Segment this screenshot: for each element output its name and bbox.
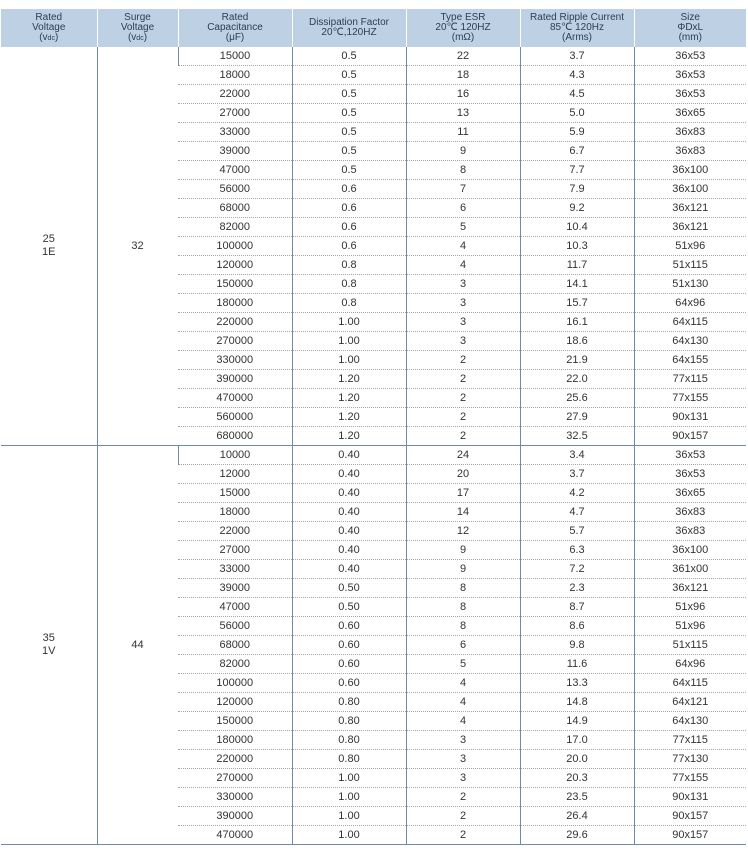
size-cell: 36x53 [634,66,746,85]
size-cell: 361x00 [634,560,746,579]
ripple-current-cell: 13.3 [520,674,634,693]
ripple-current-cell: 14.9 [520,712,634,731]
size-cell: 51x130 [634,275,746,294]
capacitance-cell: 470000 [178,826,292,845]
dissipation-factor-cell: 0.50 [292,579,406,598]
size-cell: 36x100 [634,541,746,560]
capacitance-cell: 18000 [178,66,292,85]
capacitance-cell: 100000 [178,674,292,693]
size-cell: 77x115 [634,731,746,750]
size-cell: 36x65 [634,484,746,503]
size-cell: 36x83 [634,123,746,142]
header-line: Capacitance [207,22,263,33]
esr-cell: 14 [406,503,520,522]
header-line: Size [680,12,700,23]
capacitance-cell: 270000 [178,769,292,788]
size-cell: 64x96 [634,655,746,674]
header-surge-voltage [97,9,178,47]
size-cell: 90x157 [634,427,746,446]
capacitance-cell: 82000 [178,655,292,674]
esr-cell: 17 [406,484,520,503]
capacitance-cell: 56000 [178,180,292,199]
esr-cell: 3 [406,750,520,769]
dissipation-factor-cell: 0.6 [292,218,406,237]
ripple-current-cell: 32.5 [520,427,634,446]
size-cell: 36x53 [634,446,746,465]
header-dissipation-factor [292,9,406,47]
esr-cell: 4 [406,237,520,256]
esr-cell: 4 [406,674,520,693]
esr-cell: 3 [406,313,520,332]
capacitance-cell: 27000 [178,104,292,123]
esr-cell: 22 [406,47,520,66]
dissipation-factor-cell: 0.5 [292,47,406,66]
ripple-current-cell: 14.8 [520,693,634,712]
dissipation-factor-cell: 0.8 [292,256,406,275]
capacitance-cell: 180000 [178,731,292,750]
esr-cell: 12 [406,522,520,541]
ripple-current-cell: 5.9 [520,123,634,142]
size-cell: 77x155 [634,389,746,408]
capacitance-cell: 82000 [178,218,292,237]
dissipation-factor-cell: 1.00 [292,313,406,332]
capacitance-cell: 270000 [178,332,292,351]
capacitance-cell: 22000 [178,522,292,541]
esr-cell: 5 [406,655,520,674]
capacitance-cell: 18000 [178,503,292,522]
esr-cell: 4 [406,693,520,712]
header-unit-sub: dc [47,34,55,42]
capacitance-cell: 150000 [178,712,292,731]
table-row [1,446,746,465]
esr-cell: 9 [406,560,520,579]
dissipation-factor-cell: 0.40 [292,446,406,465]
size-cell: 36x83 [634,142,746,161]
dissipation-factor-cell: 1.00 [292,332,406,351]
capacitance-cell: 39000 [178,142,292,161]
capacitance-cell: 47000 [178,161,292,180]
dissipation-factor-cell: 0.60 [292,674,406,693]
esr-cell: 8 [406,598,520,617]
esr-cell: 2 [406,370,520,389]
header-line [3,33,95,44]
size-cell: 36x121 [634,218,746,237]
esr-cell: 9 [406,142,520,161]
size-cell: 51x96 [634,237,746,256]
header-line: Type ESR [440,12,486,23]
dissipation-factor-cell: 0.8 [292,275,406,294]
dissipation-factor-cell: 0.5 [292,123,406,142]
dissipation-factor-cell: 1.00 [292,807,406,826]
header-line: 85℃ 120Hz [549,22,605,33]
esr-cell: 2 [406,408,520,427]
size-cell: 90x157 [634,826,746,845]
ripple-current-cell: 18.6 [520,332,634,351]
size-cell: 36x100 [634,180,746,199]
size-cell: 64x121 [634,693,746,712]
esr-cell: 6 [406,199,520,218]
rated-voltage-cell [1,47,97,446]
capacitance-cell: 47000 [178,598,292,617]
size-cell: 51x115 [634,256,746,275]
size-cell: 64x130 [634,332,746,351]
esr-cell: 24 [406,446,520,465]
capacitance-cell: 68000 [178,636,292,655]
esr-cell: 3 [406,731,520,750]
capacitance-cell: 12000 [178,465,292,484]
capacitance-cell: 33000 [178,560,292,579]
dissipation-factor-cell: 0.40 [292,465,406,484]
dissipation-factor-cell: 0.60 [292,655,406,674]
dissipation-factor-cell: 0.5 [292,85,406,104]
capacitance-cell: 39000 [178,579,292,598]
size-cell: 36x100 [634,161,746,180]
esr-cell: 18 [406,66,520,85]
header-line: Voltage [32,21,66,33]
esr-cell: 4 [406,712,520,731]
ripple-current-cell: 11.6 [520,655,634,674]
header-line: (mm) [678,32,702,43]
size-cell: 77x155 [634,769,746,788]
dissipation-factor-cell: 1.00 [292,351,406,370]
capacitance-cell: 120000 [178,256,292,275]
size-cell: 90x131 [634,788,746,807]
header-rated-voltage [1,9,97,47]
ripple-current-cell: 22.0 [520,370,634,389]
capacitance-cell: 150000 [178,275,292,294]
dissipation-factor-cell: 0.40 [292,560,406,579]
ripple-current-cell: 3.4 [520,446,634,465]
esr-cell: 8 [406,579,520,598]
dissipation-factor-cell: 0.5 [292,104,406,123]
dissipation-factor-cell: 0.40 [292,484,406,503]
ripple-current-cell: 26.4 [520,807,634,826]
ripple-current-cell: 7.7 [520,161,634,180]
voltage-code: 1E [42,246,56,258]
size-cell: 36x83 [634,522,746,541]
ripple-current-cell: 29.6 [520,826,634,845]
size-cell: 36x53 [634,465,746,484]
dissipation-factor-cell: 1.20 [292,427,406,446]
esr-cell: 16 [406,85,520,104]
ripple-current-cell: 3.7 [520,47,634,66]
esr-cell: 9 [406,541,520,560]
esr-cell: 5 [406,218,520,237]
table-body [1,47,746,845]
capacitance-cell: 120000 [178,693,292,712]
esr-cell: 4 [406,256,520,275]
capacitance-cell: 560000 [178,408,292,427]
esr-cell: 6 [406,636,520,655]
header-unit-open: (v [39,31,48,43]
ripple-current-cell: 7.9 [520,180,634,199]
header-unit-close: ) [54,31,59,43]
header-line: Surge [124,11,151,23]
dissipation-factor-cell: 0.60 [292,636,406,655]
size-cell: 64x130 [634,712,746,731]
ripple-current-cell: 2.3 [520,579,634,598]
dissipation-factor-cell: 0.50 [292,598,406,617]
size-cell: 51x96 [634,598,746,617]
voltage-code: 1V [42,645,56,657]
header-line: Rated [35,11,63,23]
table-row [1,47,746,66]
esr-cell: 2 [406,807,520,826]
capacitor-spec-table [1,9,746,845]
dissipation-factor-cell: 1.00 [292,769,406,788]
dissipation-factor-cell: 0.80 [292,712,406,731]
esr-cell: 11 [406,123,520,142]
header-rated-capacitance [178,9,292,47]
ripple-current-cell: 27.9 [520,408,634,427]
size-cell: 36x121 [634,579,746,598]
header-line: (mΩ) [451,32,475,43]
esr-cell: 20 [406,465,520,484]
size-cell: 51x96 [634,617,746,636]
ripple-current-cell: 4.2 [520,484,634,503]
rated-voltage-value: 35 [42,632,55,644]
ripple-current-cell: 14.1 [520,275,634,294]
esr-cell: 3 [406,332,520,351]
ripple-current-cell: 16.1 [520,313,634,332]
esr-cell: 8 [406,161,520,180]
ripple-current-cell: 5.0 [520,104,634,123]
ripple-current-cell: 5.7 [520,522,634,541]
size-cell: 64x96 [634,294,746,313]
header-line: Rated Ripple Current [530,12,624,23]
spec-table-container [1,9,746,845]
esr-cell: 3 [406,769,520,788]
esr-cell: 2 [406,826,520,845]
dissipation-factor-cell: 0.6 [292,199,406,218]
size-cell: 51x115 [634,636,746,655]
capacitance-cell: 22000 [178,85,292,104]
ripple-current-cell: 11.7 [520,256,634,275]
dissipation-factor-cell: 0.40 [292,541,406,560]
rated-voltage-cell [1,446,97,845]
size-cell: 36x53 [634,85,746,104]
ripple-current-cell: 9.8 [520,636,634,655]
capacitance-cell: 68000 [178,199,292,218]
ripple-current-cell: 15.7 [520,294,634,313]
header-line: (Arms) [562,32,592,43]
dissipation-factor-cell: 0.5 [292,66,406,85]
dissipation-factor-cell: 0.60 [292,617,406,636]
header-line: Dissipation Factor [308,17,390,28]
size-cell: 64x115 [634,674,746,693]
size-cell: 36x65 [634,104,746,123]
capacitance-cell: 56000 [178,617,292,636]
size-cell: 36x53 [634,47,746,66]
header-type-esr [406,9,520,47]
esr-cell: 2 [406,351,520,370]
ripple-current-cell: 23.5 [520,788,634,807]
ripple-current-cell: 8.6 [520,617,634,636]
header-line: 20℃,120HZ [321,27,377,38]
dissipation-factor-cell: 1.20 [292,408,406,427]
header-unit-sub: dc [136,34,144,42]
esr-cell: 13 [406,104,520,123]
esr-cell: 7 [406,180,520,199]
capacitance-cell: 10000 [178,446,292,465]
header-unit-open: (v [127,31,137,43]
ripple-current-cell: 4.3 [520,66,634,85]
size-cell: 36x83 [634,503,746,522]
capacitance-cell: 15000 [178,47,292,66]
capacitance-cell: 220000 [178,750,292,769]
ripple-current-cell: 7.2 [520,560,634,579]
size-cell: 77x130 [634,750,746,769]
capacitance-cell: 100000 [178,237,292,256]
header-line: Rated [221,12,249,23]
capacitance-cell: 15000 [178,484,292,503]
capacitance-cell: 470000 [178,389,292,408]
capacitance-cell: 680000 [178,427,292,446]
ripple-current-cell: 20.0 [520,750,634,769]
capacitance-cell: 390000 [178,370,292,389]
dissipation-factor-cell: 0.40 [292,522,406,541]
size-cell: 90x157 [634,807,746,826]
ripple-current-cell: 17.0 [520,731,634,750]
dissipation-factor-cell: 0.80 [292,750,406,769]
dissipation-factor-cell: 0.80 [292,731,406,750]
rated-voltage-value: 25 [42,233,55,245]
capacitance-cell: 220000 [178,313,292,332]
header-line: Voltage [120,21,155,33]
capacitance-cell: 330000 [178,351,292,370]
dissipation-factor-cell: 1.00 [292,826,406,845]
table-header-row [1,9,746,47]
size-cell: 77x115 [634,370,746,389]
ripple-current-cell: 10.3 [520,237,634,256]
esr-cell: 2 [406,427,520,446]
ripple-current-cell: 6.7 [520,142,634,161]
size-cell: 36x121 [634,199,746,218]
header-line: (μF) [225,32,245,43]
capacitance-cell: 390000 [178,807,292,826]
capacitance-cell: 27000 [178,541,292,560]
ripple-current-cell: 8.7 [520,598,634,617]
dissipation-factor-cell: 0.40 [292,503,406,522]
header-size [634,9,746,47]
ripple-current-cell: 6.3 [520,541,634,560]
capacitance-cell: 330000 [178,788,292,807]
esr-cell: 2 [406,788,520,807]
dissipation-factor-cell: 0.80 [292,693,406,712]
esr-cell: 3 [406,275,520,294]
size-cell: 64x115 [634,313,746,332]
surge-voltage-cell: 44 [97,446,178,845]
ripple-current-cell: 4.5 [520,85,634,104]
esr-cell: 3 [406,294,520,313]
ripple-current-cell: 20.3 [520,769,634,788]
dissipation-factor-cell: 1.00 [292,788,406,807]
dissipation-factor-cell: 1.20 [292,370,406,389]
size-cell: 90x131 [634,408,746,427]
ripple-current-cell: 21.9 [520,351,634,370]
size-cell: 64x155 [634,351,746,370]
header-line [100,33,176,44]
ripple-current-cell: 4.7 [520,503,634,522]
header-ripple-current [520,9,634,47]
ripple-current-cell: 3.7 [520,465,634,484]
dissipation-factor-cell: 0.8 [292,294,406,313]
dissipation-factor-cell: 1.20 [292,389,406,408]
capacitance-cell: 33000 [178,123,292,142]
esr-cell: 8 [406,617,520,636]
header-unit-close: ) [143,31,148,43]
header-line: 20℃ 120HZ [435,22,491,33]
dissipation-factor-cell: 0.6 [292,180,406,199]
dissipation-factor-cell: 0.5 [292,142,406,161]
ripple-current-cell: 9.2 [520,199,634,218]
capacitance-cell: 180000 [178,294,292,313]
ripple-current-cell: 25.6 [520,389,634,408]
header-line: ΦDxL [677,22,704,33]
dissipation-factor-cell: 0.5 [292,161,406,180]
surge-voltage-cell: 32 [97,47,178,446]
esr-cell: 2 [406,389,520,408]
dissipation-factor-cell: 0.6 [292,237,406,256]
ripple-current-cell: 10.4 [520,218,634,237]
